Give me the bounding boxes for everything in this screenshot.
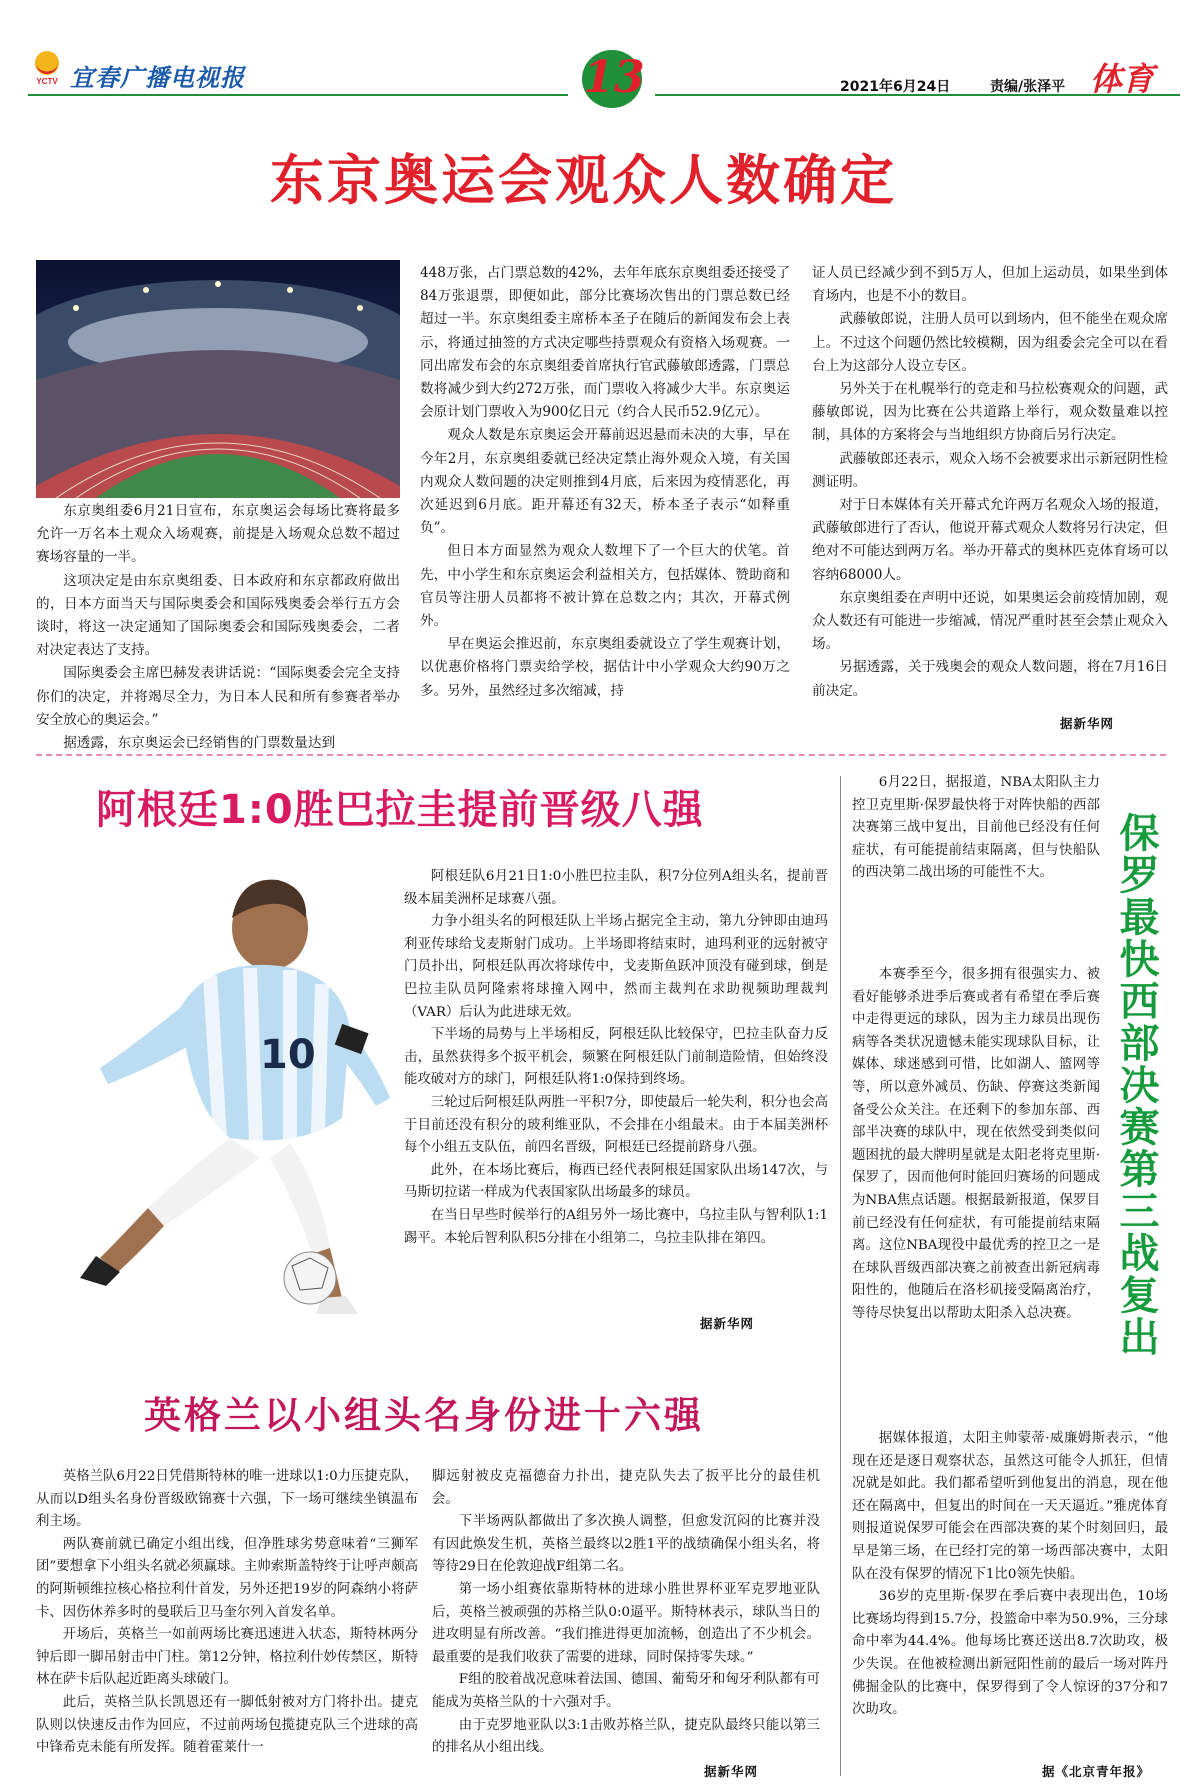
article1-col3-p6: 东京奥组委在声明中还说，如果奥运会前疫情加剧，观众人数还有可能进一步缩减，情况严重时甚至会禁止观众入场。 [812,589,1168,653]
article1-source: 据新华网 [1060,716,1115,731]
article1-col2-p2: 观众人数是东京奥运会开幕前迟迟悬而未决的大事，早在今年2月，东京奥组委就已经决定禁止海外观众入境，有关国内观众人数问题的决定则推到4月底，后来因为疫情恶化，再次延迟到6月底。距开幕还有32天，桥本圣子表示“如释重负”。 [420,427,790,537]
section-name: 体育 [1090,60,1155,98]
divider-vertical [840,776,841,1776]
article2-p2: 力争小组头名的阿根廷队上半场占据完全主动，第九分钟即由迪玛利亚传球给戈麦斯射门成功。上半场即将结束时，迪玛利亚的远射被守门员扑出，阿根廷队再次将球传中，戈麦斯鱼跃冲顶没有碰到球，倒是巴拉圭队员阿隆索将球撞入网中，然而主裁判在求助视频助理裁判（VAR）后认为此进球无效。 [404,914,828,1020]
article3-col1-p1: 英格兰队6月22日凭借斯特林的唯一进球以1:0力压捷克队，从而以D组头名身份晋级欧锦赛十六强，下一场可继续坐镇温布利主场。 [36,1469,418,1530]
article4-source: 据《北京青年报》 [1042,1764,1151,1779]
headline-tokyo-olympics: 东京奥运会观众人数确定 [270,149,897,212]
issue-date: 2021年6月24日 [840,79,951,95]
article3-col2-p2: 下半场两队都做出了多次换人调整，但愈发沉闷的比赛并没有因此焕发生机，英格兰最终以2胜1平的战绩确保小组头名，将等待29日在伦敦迎战F组第二名。 [432,1514,820,1575]
messi-photo [60,858,400,1318]
article1-col3-p1: 证人员已经减少到不到5万人，但加上运动员，如果坐到体育场内，也是不小的数目。 [812,265,1168,305]
yctv-logo [28,48,66,86]
paper-name: 宜春广播电视报 [70,64,245,92]
article1-col3-p7: 另据透露，关于残奥会的观众人数问题，将在7月16日前决定。 [812,659,1168,699]
article4-p3: 据媒体报道，太阳主帅蒙蒂·威廉姆斯表示，“他现在还是逐日观察状态，虽然这可能令人抓狂，但情况就是如此。我们都希望听到他复出的消息，现在他还在隔离中，但复出的时间在一天天逼近。”雅虎体育则报道说保罗可能会在西部决赛的某个时刻回归，最早是第三场，在已经打完的第一场西部决赛中，太阳队在没有保罗的情况下1比0领先快船。 [852,1431,1168,1582]
article3-col2-p5: 由于克罗地亚队以3:1击败苏格兰队，捷克队最终只能以第三的排名从小组出线。 [432,1717,820,1756]
article4-body-wide [852,1428,1168,1722]
headline-paul: 保罗最快西部决赛第三战复出 [1113,812,1159,1358]
article1-col3-p5: 对于日本媒体有关开幕式允许两万名观众入场的报道，武藤敏郎进行了否认，他说开幕式观众人数将另行决定，但绝对不可能达到两万名。举办开幕式的奥林匹克体育场可以容纳68000人。 [812,497,1168,583]
article1-col2-p3: 但日本方面显然为观众人数埋下了一个巨大的伏笔。首先，中小学生和东京奥运会利益相关方，包括媒体、赞助商和官员等注册人员都将不被计算在总数之内；其次，开幕式例外。 [420,543,790,630]
yctv-logo-icon [28,48,66,86]
article1-col2-p4: 早在奥运会推迟前，东京奥组委就设立了学生观赛计划，以优惠价格将门票卖给学校，据估计中小学观众大约90万之多。另外，虽然经过多次缩减，持 [420,636,790,699]
article2-p1: 阿根廷队6月21日1:0小胜巴拉圭队，积7分位列A组头名，提前晋级本届美洲杯足球赛八强。 [404,869,828,907]
article4-body [852,772,1100,885]
article4-p4: 36岁的克里斯·保罗在季后赛中表现出色，10场比赛场均得到15.7分，投篮命中率为50.9%，三分球命中率为44.4%。他每场比赛还送出8.7次助攻，极少失误。在他被检测出新冠阳性前的最后一场对阵丹佛掘金队的比赛中，保罗得到了令人惊讶的37分和7次助攻。 [852,1589,1168,1718]
stadium-image [36,260,400,498]
article1-col1-p1: 东京奥组委6月21日宣布，东京奥运会每场比赛将最多允许一万名本土观众入场观赛，前提是入场观众总数不超过赛场容量的一半。 [36,503,400,566]
masthead [0,0,1203,120]
divider-dashed [36,754,1166,756]
article3-col1-p4: 此后，英格兰队长凯恩还有一脚低射被对方门将扑出。捷克队则以快速反击作为回应，不过前两场包揽捷克队三个进球的高中锋希克未能有所发挥。随着霍莱什一 [36,1694,418,1756]
article4-p1: 6月22日，据报道，NBA太阳队主力控卫克里斯·保罗最快将于对阵快船的西部决赛第三战中复出，目前他已经没有任何症状，有可能提前结束隔离，但与快船队的西决第二战出场的可能性不大。 [852,775,1100,881]
article3-col1-p3: 开场后，英格兰一如前两场比赛迅速进入状态，斯特林两分钟后即一脚吊射击中门柱。第12分钟，格拉利什妙传禁区，斯特林在萨卡后队起近距离头球破门。 [36,1627,418,1688]
article2-p4: 三轮过后阿根廷队两胜一平积7分，即使最后一轮失利，积分也会高于目前还没有积分的玻利维亚队，不会排在小组最末。由于本届美洲杯每个小组五支队伍，前四名晋级，阿根廷已经提前跻身八强。 [404,1094,828,1156]
article1-col3 [812,262,1168,703]
svg-text:YCTV: YCTV [36,77,58,86]
headline-england: 英格兰以小组头名身份进十六强 [144,1394,704,1437]
player-image [60,858,400,1318]
article3-col2-p1: 脚远射被皮克福德奋力扑出，捷克队失去了扳平比分的最佳机会。 [432,1469,820,1507]
article4-p2: 本赛季至今，很多拥有很强实力、被看好能够杀进季后赛或者有希望在季后赛中走得更远的球队，因为主力球员出现伤病等各类状况遗憾未能实现球队目标，让媒体、球迷感到可惜，比如湖人、篮网等等，所以意外减员、伤缺、停赛这类新闻备受公众关注。在还剩下的参加东部、西部半决赛的球队中，现在依然受到类似问题困扰的最大牌明星就是太阳老将克里斯·保罗了，因而他何时能回归赛场的问题成为NBA焦点话题。根据最新报道，保罗目前已经没有任何症状，有可能提前结束隔离。这位NBA现役中最优秀的控卫之一是在球队晋级西部决赛之前被查出新冠病毒阳性的，他随后在洛杉矶接受隔离治疗，等待尽快复出以帮助太阳杀入总决赛。 [852,967,1100,1321]
editor-credit: 责编/张泽平 [990,79,1066,95]
article3-col2-p3: 第一场小组赛依靠斯特林的进球小胜世界杯亚军克罗地亚队后，英格兰被顽强的苏格兰队0:0逼平。斯特林表示，球队当日的进攻明显有所改善。“我们推进得更加流畅，创造出了不少机会。最重要的是我们收获了需要的进球，同时保持零失球。” [432,1581,820,1665]
svg-text:10: 10 [260,1032,316,1078]
article2-p3: 下半场的局势与上半场相反，阿根廷队比较保守，巴拉圭队奋力反击，虽然获得多个扳平机会，频繁在阿根廷队门前制造险情，但始终没能攻破对方的球门，阿根廷队将1:0保持到终场。 [404,1027,828,1088]
article3-col2 [432,1466,820,1760]
article2-p6: 在当日早些时候举行的A组另外一场比赛中，乌拉圭队与智利队1:1踢平。本轮后智利队积5分排在小组第二，乌拉圭队排在第四。 [404,1207,828,1246]
article1-col1-p2: 这项决定是由东京奥组委、日本政府和东京都政府做出的，日本方面当天与国际奥委会和国际残奥委会举行五方会谈时，将这一决定通知了国际奥委会和国际残奥委会，二者对决定表达了支持。 [36,572,400,659]
article2-p5: 此外，在本场比赛后，梅西已经代表阿根廷国家队出场147次，与马斯切拉诺一样成为代表国家队出场最多的球员。 [404,1162,828,1201]
article1-col2-p1: 448万张，占门票总数的42%，去年年底东京奥组委还接受了84万张退票，即便如此，部分比赛场次售出的门票总数已经超过一半。东京奥组委主席桥本圣子在随后的新闻发布会上表示，将通过抽签的方式决定哪些持票观众有资格入场观赛。一同出席发布会的东京奥组委首席执行官武藤敏郎透露，门票总数将减少到大约272万张，而门票收入将减少大半。东京奥运会原计划门票收入为900亿日元（约合人民币52.9亿元）。 [420,265,790,421]
article1-col3-p3: 另外关于在札幌举行的竞走和马拉松赛观众的问题，武藤敏郎说，因为比赛在公共道路上举行，观众数量难以控制，具体的方案将会与当地组织方协商后另行决定。 [812,381,1168,444]
header-rule-left [28,94,568,96]
article1-col2 [420,262,790,703]
article1-col1-p4: 据透露，东京奥运会已经销售的门票数量达到 [63,735,336,752]
article1-col3-p2: 武藤敏郎说，注册人员可以到场内，但不能坐在观众席上。不过这个问题仍然比较模糊，因为组委会完全可以在看台上为这部分人设立专区。 [812,311,1168,374]
article3-col1 [36,1466,418,1760]
article3-col2-p4: F组的胶着战况意味着法国、德国、葡萄牙和匈牙利队都有可能成为英格兰队的十六强对手。 [432,1672,820,1710]
article2-body [404,866,828,1250]
article1-col1-p3: 国际奥委会主席巴赫发表讲话说：“国际奥委会完全支持你们的决定，并将竭尽全力，为日本人民和所有参赛者举办安全放心的奥运会。” [36,665,400,728]
article1-col3-p4: 武藤敏郎还表示，观众入场不会被要求出示新冠阴性检测证明。 [812,450,1168,490]
article3-col1-p2: 两队赛前就已确定小组出线，但净胜球劣势意味着“三狮军团”要想拿下小组头名就必须赢球。主帅索斯盖特终于让呼声颇高的阿斯顿维拉核心格拉利什首发，另外还把19岁的阿森纳小将萨卡、因伤休养多时的曼联后卫马奎尔列入首发名单。 [36,1536,418,1620]
article4-body-cont [852,964,1100,1326]
article3-source: 据新华网 [704,1764,759,1779]
headline-argentina: 阿根廷1:0胜巴拉圭提前晋级八强 [96,787,704,833]
article1-col1 [36,500,400,755]
page-number: 13 [583,52,645,103]
article2-source: 据新华网 [700,1316,755,1331]
stadium-photo [36,260,400,498]
